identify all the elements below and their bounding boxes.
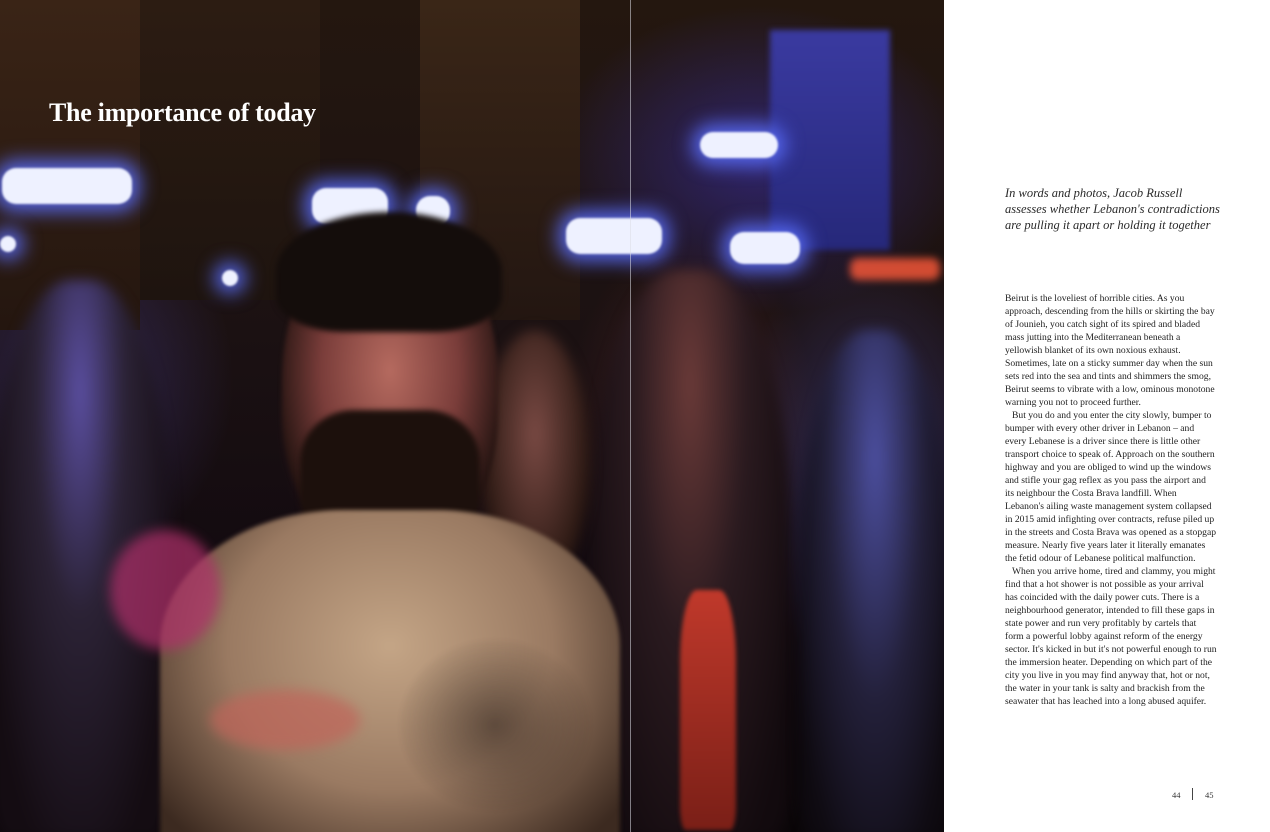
body-paragraph: Beirut is the loveliest of horrible cities. As you approach, descending from the hills or skirting the bay of Jounieh, you catch sight of its spired and bladed mass jutting into the Mediterranean beneath a yellowish blanket of its own noxious exhaust. Sometimes, late on a sticky summer day when the sun sets red into the sea and tints and shimmers the smog, Beirut seems to vibrate with a low, ominous monotone warning you not to proceed further.: [1005, 293, 1215, 408]
neon-light: [700, 132, 778, 158]
headline: The importance of today: [49, 98, 316, 127]
tshirt-print: [400, 640, 590, 810]
red-sign-light: [850, 258, 940, 280]
bokeh-light: [222, 270, 238, 286]
folio-divider: [1192, 788, 1193, 800]
neon-light: [566, 218, 662, 254]
subject-hair: [276, 212, 502, 332]
building-right-blue: [770, 30, 890, 250]
bokeh-light: [0, 236, 16, 252]
body-paragraph: But you do and you enter the city slowly, bumper to bumper with every other driver in Lebanon – and every Lebanese is a driver since there is little other transport choice to speak of. Approach on the southern highway and you are obliged to wind up the windows and stifle your gag reflex as you pass the airport and its neighbour the Costa Brava landfill. When Lebanon's ailing waste management system collapsed in 2015 amid infighting over contracts, refuse piled up in the streets and Costa Brava was opened as a stopgap measure. Nearly five years later it literally emanates the fetid odour of Lebanese political malfunction.: [1005, 410, 1217, 564]
hand-left: [110, 530, 220, 650]
hand-lower: [210, 690, 360, 750]
spread-gutter: [630, 0, 631, 832]
person-far-right: [800, 330, 944, 832]
page-number-right: 45: [1205, 790, 1214, 800]
neon-light: [2, 168, 132, 204]
body-paragraph: When you arrive home, tired and clammy, you might find that a hot shower is not possible as your arrival has coincided with the daily power cuts. There is a neighbourhood generator, intended to fill these gaps in state power and run very profitably by cartels that form a powerful lobby against reform of the energy sector. It's kicked in but it's not powerful enough to run the immersion heater. Depending on which part of the city you live in you may find anyway that, hot or not, the water in your tank is salty and brackish from the seawater that has leached into a long abused aquifer.: [1005, 566, 1217, 707]
neon-light: [730, 232, 800, 264]
page-number-left: 44: [1172, 790, 1181, 800]
flag-red: [680, 590, 736, 830]
standfirst: In words and photos, Jacob Russell assesses whether Lebanon's contradictions are pulling it apart or holding it together: [1005, 186, 1220, 232]
article-body: [1005, 292, 1217, 708]
